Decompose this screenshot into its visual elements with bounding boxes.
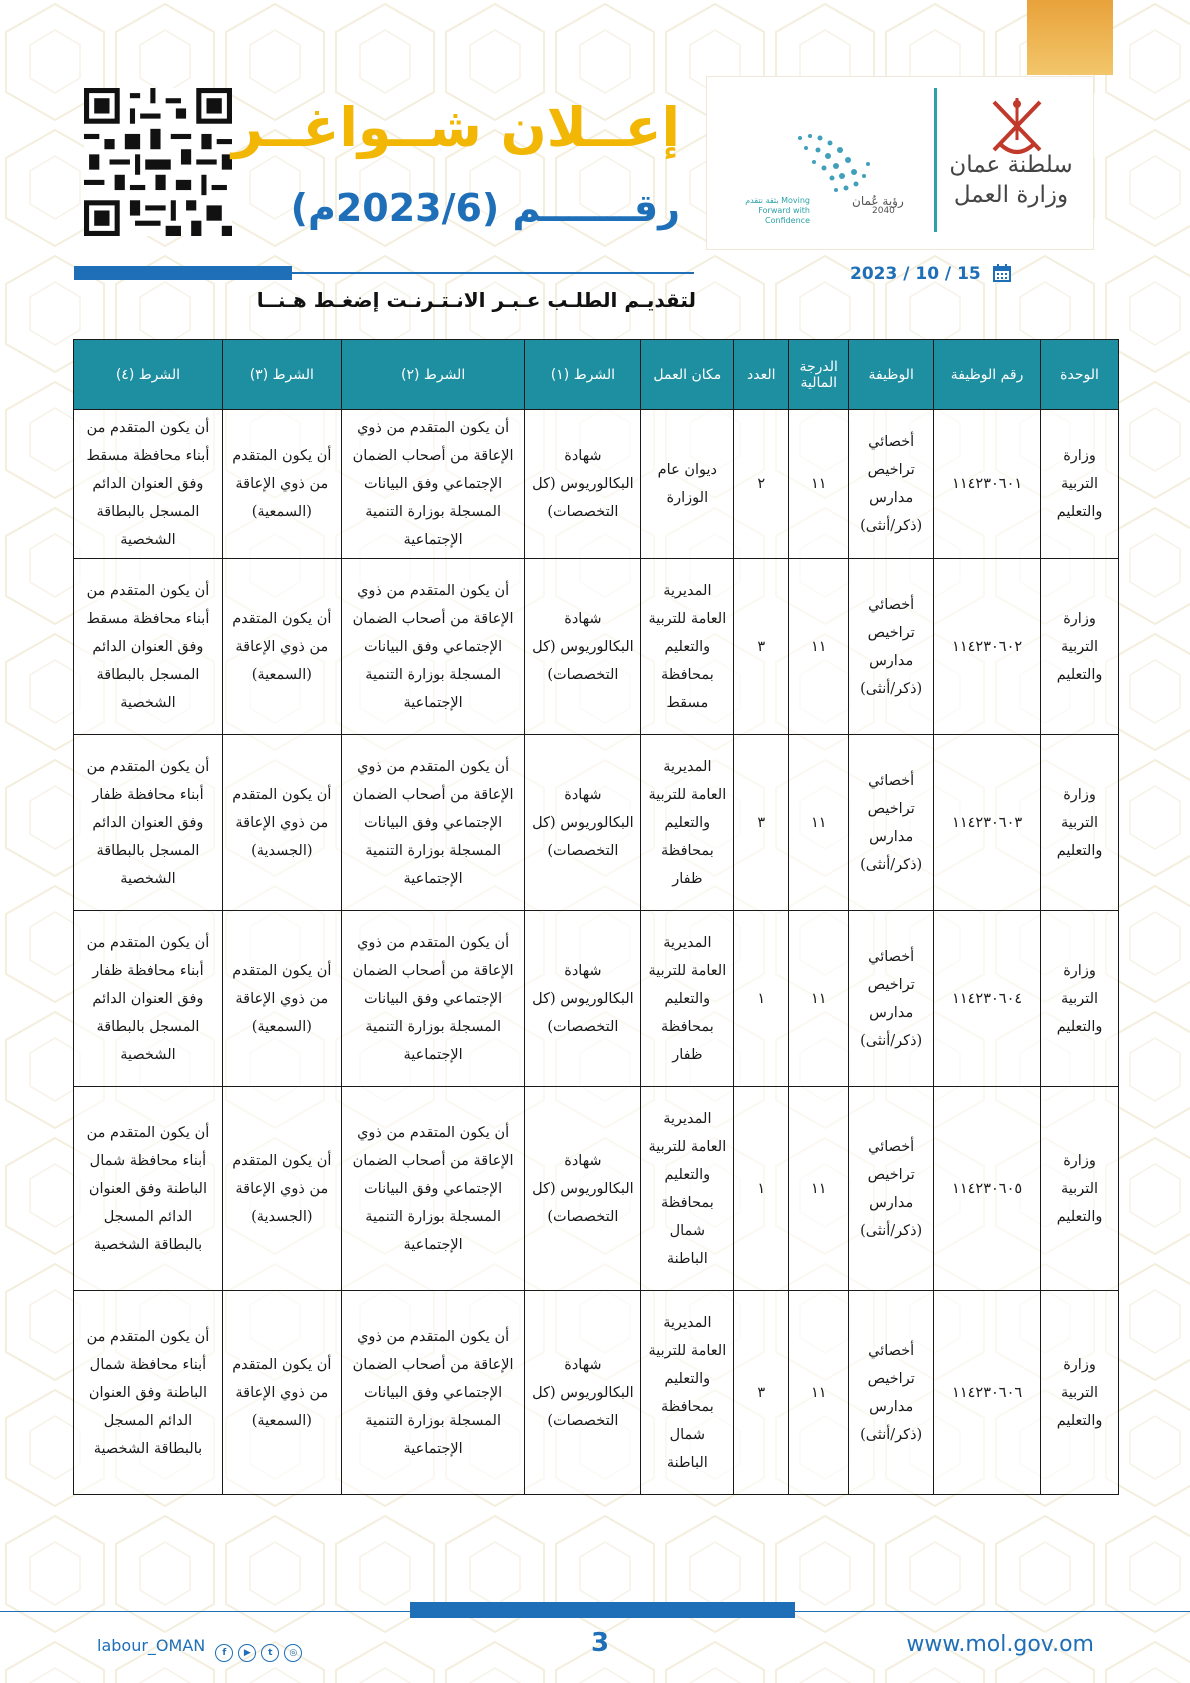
cell-condition-1: شهادة البكالوريوس (كل التخصصات): [525, 410, 641, 559]
cell-grade: ١١: [789, 1291, 849, 1495]
cell-count: ١: [734, 1087, 789, 1291]
cell-grade: ١١: [789, 735, 849, 911]
cell-count: ٣: [734, 559, 789, 735]
cell-count: ١: [734, 911, 789, 1087]
date-text: 2023 / 10 / 15: [850, 264, 981, 284]
cell-condition-3: أن يكون المتقدم من ذوي الإعاقة (السمعية): [222, 410, 341, 559]
header-grade: الدرجة المالية: [789, 340, 849, 410]
cell-condition-4: أن يكون المتقدم من أبناء محافظة ظفار وفق العنوان الدائم المسجل بالبطاقة الشخصية: [74, 911, 223, 1087]
cell-unit: وزارة التربية والتعليم: [1041, 410, 1119, 559]
vacancies-table: [73, 339, 1119, 1495]
cell-condition-2: أن يكون المتقدم من ذوي الإعاقة من أصحاب الضمان الإجتماعي وفق البيانات المسجلة بوزارة التنمية الإجتماعية: [341, 410, 525, 559]
header-workplace: مكان العمل: [641, 340, 734, 410]
cell-unit: وزارة التربية والتعليم: [1041, 1291, 1119, 1495]
cell-workplace: المديرية العامة للتربية والتعليم بمحافظة ظفار: [641, 911, 734, 1087]
logo-divider: [934, 88, 937, 232]
cell-grade: ١١: [789, 559, 849, 735]
header-condition-1: الشرط (١): [525, 340, 641, 410]
header-unit: الوحدة: [1041, 340, 1119, 410]
cell-condition-2: أن يكون المتقدم من ذوي الإعاقة من أصحاب الضمان الإجتماعي وفق البيانات المسجلة بوزارة التنمية الإجتماعية: [341, 911, 525, 1087]
cell-job-title: أخصائي تراخيص مدارس (ذكر/أنثى): [849, 735, 934, 911]
header-condition-3: الشرط (٣): [222, 340, 341, 410]
cell-workplace: ديوان عام الوزارة: [641, 410, 734, 559]
cell-grade: ١١: [789, 410, 849, 559]
cell-job-number: ١١٤٢٣٠٦٠٣: [934, 735, 1041, 911]
cell-condition-3: أن يكون المتقدم من ذوي الإعاقة (السمعية): [222, 559, 341, 735]
online-apply-link[interactable]: لتقديـم الطلـب عـبـر الانـتـرنـت إضغـط هـنــا: [256, 288, 696, 312]
cell-workplace: المديرية العامة للتربية والتعليم بمحافظة ظفار: [641, 735, 734, 911]
footer-divider-accent: [410, 1602, 795, 1618]
table-row: [74, 735, 1119, 911]
cell-job-title: أخصائي تراخيص مدارس (ذكر/أنثى): [849, 1087, 934, 1291]
header-job-title: الوظيفة: [849, 340, 934, 410]
header-count: العدد: [734, 340, 789, 410]
cell-grade: ١١: [789, 911, 849, 1087]
cell-condition-3: أن يكون المتقدم من ذوي الإعاقة (السمعية): [222, 911, 341, 1087]
cell-count: ٣: [734, 735, 789, 911]
header-job-number: رقم الوظيفة: [934, 340, 1041, 410]
facebook-icon[interactable]: f: [215, 1644, 233, 1662]
instagram-icon[interactable]: ◎: [284, 1644, 302, 1662]
cell-condition-4: أن يكون المتقدم من أبناء محافظة مسقط وفق العنوان الدائم المسجل بالبطاقة الشخصية: [74, 559, 223, 735]
cell-workplace: المديرية العامة للتربية والتعليم بمحافظة مسقط: [641, 559, 734, 735]
cell-unit: وزارة التربية والتعليم: [1041, 1087, 1119, 1291]
cell-job-number: ١١٤٢٣٠٦٠٤: [934, 911, 1041, 1087]
cell-condition-1: شهادة البكالوريوس (كل التخصصات): [525, 1291, 641, 1495]
cell-count: ٢: [734, 410, 789, 559]
cell-job-title: أخصائي تراخيص مدارس (ذكر/أنثى): [849, 1291, 934, 1495]
cell-workplace: المديرية العامة للتربية والتعليم بمحافظة شمال الباطنة: [641, 1087, 734, 1291]
cell-unit: وزارة التربية والتعليم: [1041, 911, 1119, 1087]
twitter-icon[interactable]: t: [261, 1644, 279, 1662]
social-handle[interactable]: labour_OMAN: [97, 1636, 206, 1655]
cell-job-number: ١١٤٢٣٠٦٠٦: [934, 1291, 1041, 1495]
cell-condition-3: أن يكون المتقدم من ذوي الإعاقة (الجسدية): [222, 1087, 341, 1291]
cell-condition-3: أن يكون المتقدم من ذوي الإعاقة (السمعية): [222, 1291, 341, 1495]
header-divider-accent: [74, 266, 292, 280]
header-condition-4: الشرط (٤): [74, 340, 223, 410]
cell-job-title: أخصائي تراخيص مدارس (ذكر/أنثى): [849, 911, 934, 1087]
ministry-name: سلطنة عمان وزارة العمل: [949, 152, 1073, 208]
youtube-icon[interactable]: ▶: [238, 1644, 256, 1662]
vision-arabic-label: رؤية عُمان: [852, 194, 904, 208]
calendar-icon: [993, 264, 1011, 282]
table-row: [74, 1291, 1119, 1495]
page-number: 3: [590, 1628, 610, 1658]
cell-unit: وزارة التربية والتعليم: [1041, 559, 1119, 735]
qr-code-icon[interactable]: [84, 88, 232, 236]
cell-condition-1: شهادة البكالوريوس (كل التخصصات): [525, 735, 641, 911]
orange-corner-bar: [1027, 0, 1113, 75]
cell-condition-2: أن يكون المتقدم من ذوي الإعاقة من أصحاب الضمان الإجتماعي وفق البيانات المسجلة بوزارة التنمية الإجتماعية: [341, 559, 525, 735]
table-header-row: [74, 340, 1119, 410]
announcement-number: رقـــــــم (2023/6م): [290, 186, 680, 230]
cell-job-number: ١١٤٢٣٠٦٠٥: [934, 1087, 1041, 1291]
cell-condition-1: شهادة البكالوريوس (كل التخصصات): [525, 1087, 641, 1291]
cell-condition-3: أن يكون المتقدم من ذوي الإعاقة (الجسدية): [222, 735, 341, 911]
cell-unit: وزارة التربية والتعليم: [1041, 735, 1119, 911]
cell-count: ٣: [734, 1291, 789, 1495]
table-row: [74, 410, 1119, 559]
announcement-date: [850, 264, 1011, 284]
table-row: [74, 911, 1119, 1087]
cell-job-number: ١١٤٢٣٠٦٠٢: [934, 559, 1041, 735]
website-link[interactable]: www.mol.gov.om: [906, 1632, 1094, 1657]
cell-condition-1: شهادة البكالوريوس (كل التخصصات): [525, 911, 641, 1087]
cell-workplace: المديرية العامة للتربية والتعليم بمحافظة شمال الباطنة: [641, 1291, 734, 1495]
cell-condition-4: أن يكون المتقدم من أبناء محافظة مسقط وفق العنوان الدائم المسجل بالبطاقة الشخصية: [74, 410, 223, 559]
cell-job-number: ١١٤٢٣٠٦٠١: [934, 410, 1041, 559]
cell-condition-2: أن يكون المتقدم من ذوي الإعاقة من أصحاب الضمان الإجتماعي وفق البيانات المسجلة بوزارة التنمية الإجتماعية: [341, 1087, 525, 1291]
vision-year: 2040: [872, 206, 895, 216]
header-condition-2: الشرط (٢): [341, 340, 525, 410]
cell-job-title: أخصائي تراخيص مدارس (ذكر/أنثى): [849, 410, 934, 559]
cell-condition-2: أن يكون المتقدم من ذوي الإعاقة من أصحاب الضمان الإجتماعي وفق البيانات المسجلة بوزارة التنمية الإجتماعية: [341, 1291, 525, 1495]
vision-tagline: بثقة نتقدم Moving Forward with Confidence: [745, 196, 810, 225]
cell-job-title: أخصائي تراخيص مدارس (ذكر/أنثى): [849, 559, 934, 735]
cell-condition-2: أن يكون المتقدم من ذوي الإعاقة من أصحاب الضمان الإجتماعي وفق البيانات المسجلة بوزارة التنمية الإجتماعية: [341, 735, 525, 911]
footer-social-links: [97, 1636, 302, 1662]
cell-condition-4: أن يكون المتقدم من أبناء محافظة شمال الباطنة وفق العنوان الدائم المسجل بالبطاقة الشخصية: [74, 1291, 223, 1495]
cell-condition-4: أن يكون المتقدم من أبناء محافظة شمال الباطنة وفق العنوان الدائم المسجل بالبطاقة الشخصية: [74, 1087, 223, 1291]
page-title: إعــلان شــواغــر: [232, 96, 680, 159]
table-row: [74, 1087, 1119, 1291]
cell-grade: ١١: [789, 1087, 849, 1291]
cell-condition-4: أن يكون المتقدم من أبناء محافظة ظفار وفق العنوان الدائم المسجل بالبطاقة الشخصية: [74, 735, 223, 911]
cell-condition-1: شهادة البكالوريوس (كل التخصصات): [525, 559, 641, 735]
table-row: [74, 559, 1119, 735]
